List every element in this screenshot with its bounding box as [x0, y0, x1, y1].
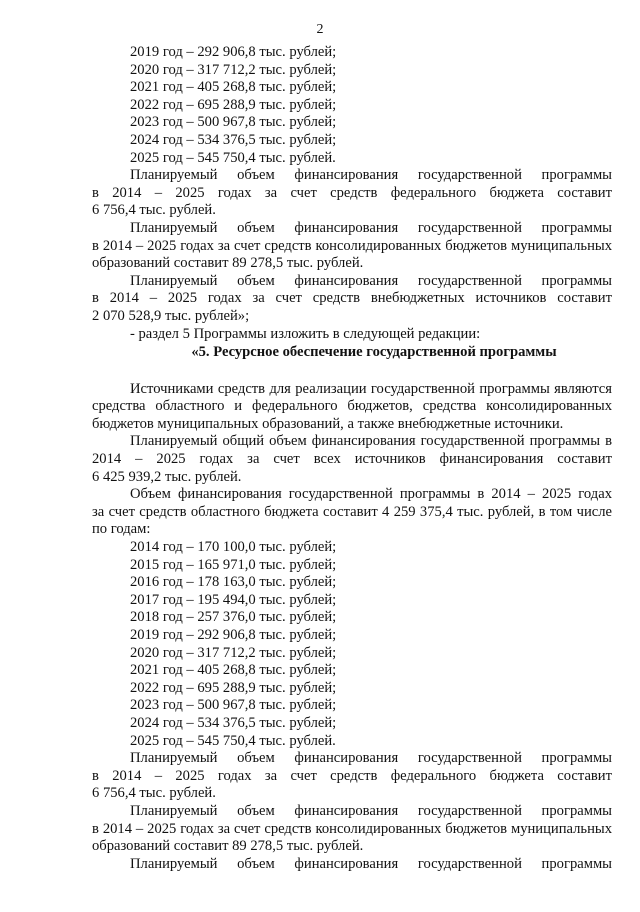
municipal-budget-paragraph-line: Планируемый объем финансирования государственной программы [130, 219, 612, 236]
federal-budget-paragraph-line: 6 756,4 тыс. рублей. [92, 785, 216, 802]
page-number: 2 [316, 22, 324, 37]
year-line: 2019 год – 292 906,8 тыс. рублей; [130, 627, 337, 643]
regional-paragraph-line: за счет средств областного бюджета составит 4 259 375,4 тыс. рублей, в том числе [92, 503, 612, 520]
last-paragraph-line: Планируемый объем финансирования государственной программы [130, 855, 612, 872]
municipal-budget-paragraph-line: в 2014 – 2025 годах за счет средств консолидированных бюджетов муниципальных [92, 237, 612, 254]
extrabudget-paragraph-line: в 2014 – 2025 годах за счет средств внебюджетных источников составит [92, 290, 612, 307]
federal-budget-paragraph-line: Планируемый объем финансирования государственной программы [130, 167, 612, 184]
municipal-budget-paragraph-line: Планируемый объем финансирования государственной программы [130, 802, 612, 819]
federal-budget-paragraph-line: Планируемый объем финансирования государственной программы [130, 750, 612, 767]
year-line: 2025 год – 545 750,4 тыс. рублей. [130, 149, 336, 166]
section-heading: «5. Ресурсное обеспечение государственной программы [191, 344, 557, 361]
year-line: 2020 год – 317 712,2 тыс. рублей; [130, 61, 337, 78]
year-line: 2024 год – 534 376,5 тыс. рублей; [130, 131, 337, 148]
document-body [92, 44, 612, 873]
year-line: 2023 год – 500 967,8 тыс. рублей; [130, 114, 337, 131]
sources-paragraph-line: бюджетов муниципальных образований, а также внебюджетные источники. [92, 415, 564, 432]
total-paragraph-line: 2014 – 2025 годах за счет всех источников финансирования составит [92, 451, 612, 468]
year-line: 2015 год – 165 971,0 тыс. рублей; [130, 556, 337, 573]
year-line: 2021 год – 405 268,8 тыс. рублей; [130, 662, 337, 679]
federal-budget-paragraph-line: в 2014 – 2025 годах за счет средств федерального бюджета составит [92, 184, 612, 201]
regional-paragraph-line: по годам: [92, 521, 151, 538]
year-line: 2022 год – 695 288,9 тыс. рублей; [130, 679, 337, 696]
sources-paragraph-line: Источниками средств для реализации государственной программы являются [130, 380, 612, 397]
municipal-budget-paragraph-line: образований составит 89 278,5 тыс. рублей. [92, 255, 364, 272]
instruction-line: - раздел 5 Программы изложить в следующей редакции: [130, 325, 481, 342]
year-line: 2023 год – 500 967,8 тыс. рублей; [130, 697, 337, 714]
municipal-budget-paragraph-line: в 2014 – 2025 годах за счет средств консолидированных бюджетов муниципальных [92, 820, 612, 837]
year-line: 2021 год – 405 268,8 тыс. рублей; [130, 79, 337, 96]
federal-budget-paragraph-line: в 2014 – 2025 годах за счет средств федерального бюджета составит [92, 767, 612, 784]
year-line: 2024 год – 534 376,5 тыс. рублей; [130, 714, 337, 731]
total-paragraph-line: Планируемый общий объем финансирования государственной программы в [130, 433, 612, 450]
year-line: 2017 год – 195 494,0 тыс. рублей; [130, 591, 337, 608]
municipal-budget-paragraph-line: образований составит 89 278,5 тыс. рублей. [92, 838, 364, 855]
total-paragraph-line: 6 425 939,2 тыс. рублей. [92, 468, 242, 485]
year-line: 2019 год – 292 906,8 тыс. рублей; [130, 44, 337, 60]
extrabudget-paragraph-line: Планируемый объем финансирования государственной программы [130, 272, 612, 289]
year-line: 2014 год – 170 100,0 тыс. рублей; [130, 539, 337, 556]
extrabudget-paragraph-line: 2 070 528,9 тыс. рублей»; [92, 307, 250, 324]
federal-budget-paragraph-line: 6 756,4 тыс. рублей. [92, 202, 216, 219]
regional-paragraph-line: Объем финансирования государственной программы в 2014 – 2025 годах [130, 486, 612, 503]
year-line: 2022 год – 695 288,9 тыс. рублей; [130, 96, 337, 113]
year-line: 2016 год – 178 163,0 тыс. рублей; [130, 574, 337, 591]
year-line: 2018 год – 257 376,0 тыс. рублей; [130, 609, 337, 626]
year-line: 2025 год – 545 750,4 тыс. рублей. [130, 732, 336, 749]
year-line: 2020 год – 317 712,2 тыс. рублей; [130, 644, 337, 661]
sources-paragraph-line: средства областного и федерального бюджетов, средства консолидированных [92, 398, 612, 415]
